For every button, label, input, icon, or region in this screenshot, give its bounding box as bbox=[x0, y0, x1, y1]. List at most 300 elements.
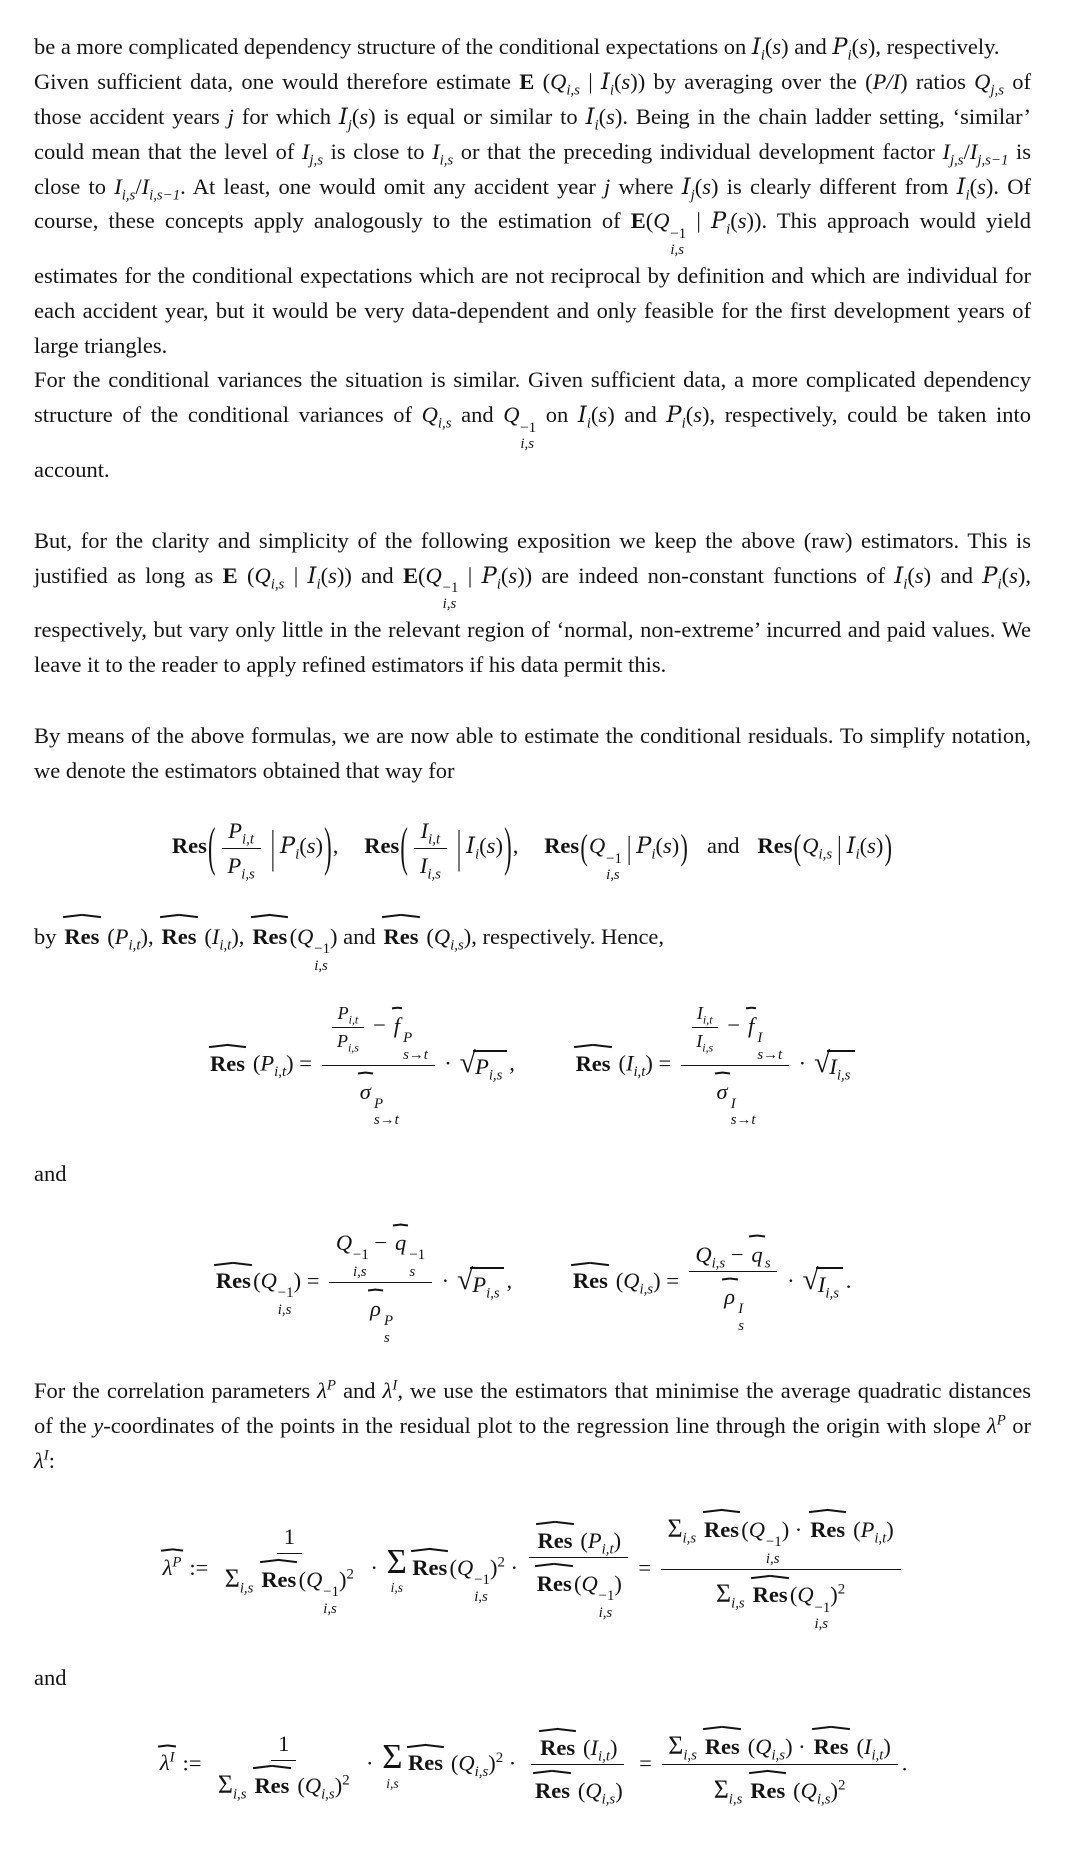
math-var: i,t bbox=[274, 1064, 287, 1081]
math-superscript: −1 bbox=[606, 850, 622, 867]
math-widehat bbox=[381, 912, 421, 955]
math-supsub-stack bbox=[766, 1534, 782, 1567]
math-var: i,t bbox=[128, 937, 141, 954]
math-script-letter: P bbox=[832, 34, 848, 60]
math-var: s bbox=[764, 1255, 771, 1272]
math-var: i,s bbox=[390, 1580, 403, 1596]
math-var: j,s−1 bbox=[977, 152, 1009, 169]
math-var: i,t bbox=[428, 831, 441, 848]
math-subscript bbox=[599, 1605, 613, 1622]
math-var: Q bbox=[623, 1268, 640, 1294]
paragraph-given-sufficient-data: Given sufficient data, one would therefore estimate E ($Q_{i,s}$ | $I_i(s)$) by averaging over the (P/I) ratios $Q_{j,s}$ of those accident years j for which $I_j(s)$ is equal or similar to $I_i(s)$. Being in the chain ladder setting, ‘similar’ could mean that the level of $I_{j,s}$ is close to $I_{i,s}$ or that the preceding individual development factor $I_{j,s}/I_{j,s-1}$ is close to $I_{i,s}/I_{i,s-1}$. At least, one would omit any accident year j where $I_j(s)$ is clearly different from $I_i(s)$. Of course, these concepts apply analogously to the estimation of E(Q −1 i,s | $P_i(s)$). This approach would yield estimates for the conditional expectations which are not reciprocal by definition and which are individual for each accident year, but it would be very data-dependent and only feasible for the first development years of large triangles. bbox=[34, 68, 1032, 358]
math-supsub-stack bbox=[738, 1301, 744, 1334]
math-var: i,s bbox=[670, 242, 685, 259]
math-script-letter: I bbox=[751, 34, 761, 60]
math-var: i,s bbox=[314, 957, 328, 974]
math-supsub-stack bbox=[606, 851, 622, 884]
math-bold: Res bbox=[575, 1050, 611, 1076]
sum-limits bbox=[683, 1747, 697, 1763]
math-var: i bbox=[496, 576, 501, 593]
math-var: i,s bbox=[818, 846, 833, 863]
sum-limits bbox=[683, 1530, 697, 1546]
math-widehat bbox=[534, 1561, 574, 1598]
math-subscript bbox=[874, 1530, 886, 1546]
math-var: s bbox=[730, 1112, 737, 1129]
paragraph-keep-raw-estimators: But, for the clarity and simplicity of the following exposition we keep the above (raw) estimators. This is justified as long as E ($Q_{i,s}$ | $I_i(s)$) and E(Q −1 i,s | $P_i(s)$) are indeed non-constant functions of $I_i(s)$ and $P_i(s)$, respectively, but vary only little in the relevant region of ‘normal, non-extreme’ incurred and paid values. We leave it to the reader to apply refined estimators if his data permit this. bbox=[34, 527, 1031, 677]
math-widehat bbox=[808, 1507, 848, 1544]
math-var: s bbox=[693, 402, 702, 428]
math-var: s bbox=[306, 833, 316, 859]
math-bold: Res bbox=[704, 1733, 740, 1759]
math-conditional-bar: | bbox=[626, 829, 632, 865]
math-supsub-stack bbox=[323, 1584, 339, 1617]
math-var: Q bbox=[425, 562, 442, 588]
math-var: j bbox=[227, 103, 234, 129]
math-subscript bbox=[848, 48, 852, 64]
math-var: P bbox=[260, 1050, 275, 1076]
math-var: s bbox=[409, 1263, 416, 1280]
math-subscript bbox=[819, 847, 833, 863]
math-widehat bbox=[749, 1232, 765, 1269]
math-numerator bbox=[692, 1002, 718, 1028]
math-subscript bbox=[855, 847, 859, 863]
math-subscript bbox=[602, 1542, 614, 1558]
math-var: σ bbox=[359, 1078, 371, 1104]
math-paren: ) bbox=[324, 816, 332, 877]
math-var: s bbox=[403, 1046, 409, 1063]
math-subscript bbox=[309, 152, 323, 168]
math-var: s bbox=[737, 208, 747, 234]
math-var: i,s bbox=[520, 436, 534, 453]
math-var: σ bbox=[716, 1078, 728, 1104]
math-var: i bbox=[609, 82, 614, 99]
math-var: j bbox=[690, 187, 695, 203]
math-bold: Res bbox=[813, 1733, 849, 1759]
math-var: i,t bbox=[219, 937, 232, 954]
math-var: i bbox=[726, 221, 731, 238]
math-var: Q bbox=[974, 68, 991, 94]
math-subscript bbox=[871, 1747, 883, 1763]
math-var: s bbox=[757, 1046, 764, 1063]
math-var: Q bbox=[335, 1230, 353, 1256]
math-subscript bbox=[726, 222, 730, 238]
math-bold: Res bbox=[540, 1735, 576, 1761]
math-fraction bbox=[528, 1518, 629, 1621]
equation-residual-notation: Res( $\frac{P_{i,t}}{P_{i,s}}$ | $P_i(s)$), Res( $\frac{I_{i,t}}{I_{i,s}}$ | $I_i(s)$), Res(Q −1 i,s | $P_i(s)$) and $Res(Q_{i,s}$ | $I_i(s)$) bbox=[34, 816, 1031, 883]
math-superscript bbox=[44, 1447, 49, 1463]
math-var: i,s bbox=[232, 1786, 247, 1803]
math-bold: E bbox=[519, 68, 535, 94]
math-numerator: Res $(P_{i,t})$ bbox=[529, 1518, 628, 1558]
math-var: i,t bbox=[242, 831, 254, 848]
math-var: Q bbox=[304, 1772, 322, 1798]
math-subscript bbox=[384, 1330, 390, 1347]
math-numerator: $\frac{I_{i,t}}{I_{i,s}}$ − f I s→t bbox=[681, 1002, 789, 1066]
math-subscript bbox=[489, 1068, 503, 1084]
math-var: i,s bbox=[486, 1285, 500, 1302]
math-subscript bbox=[602, 1791, 616, 1807]
math-var: i,s bbox=[439, 152, 454, 169]
math-var: i bbox=[997, 576, 1002, 593]
math-var: i,s bbox=[601, 1791, 616, 1808]
math-var: s bbox=[486, 833, 496, 859]
math-var: i,s bbox=[566, 82, 580, 99]
math-subscript bbox=[598, 1749, 610, 1765]
math-superscript: −1 bbox=[474, 1572, 490, 1589]
radical-sign: √ bbox=[456, 1264, 473, 1297]
math-subscript bbox=[702, 1041, 713, 1055]
math-widehat bbox=[748, 1768, 788, 1805]
math-var: i bbox=[681, 415, 686, 432]
math-subscript bbox=[966, 187, 970, 203]
math-var: i,s bbox=[348, 1040, 359, 1055]
math-subscript bbox=[766, 1551, 780, 1568]
math-bold: Res bbox=[536, 1570, 572, 1596]
math-supsub-stack bbox=[353, 1247, 369, 1280]
math-paren: ( bbox=[793, 827, 802, 868]
math-numerator: Q −1 i,s − q −1 s bbox=[329, 1220, 432, 1283]
math-denominator: $\Sigma_{i,s}$ Res $(Q_{i,s})^2$ bbox=[707, 1765, 852, 1806]
math-superscript: −1 bbox=[277, 1285, 294, 1302]
math-bold: Res bbox=[544, 833, 580, 859]
math-subscript bbox=[903, 576, 907, 592]
math-subscript bbox=[321, 1786, 335, 1802]
math-script-letter: I bbox=[846, 833, 856, 860]
math-subscript bbox=[278, 1302, 292, 1319]
math-denominator bbox=[413, 849, 448, 881]
math-superscript bbox=[384, 1313, 393, 1330]
vertical-gap bbox=[34, 488, 1031, 524]
math-subscript bbox=[295, 847, 299, 863]
math-var: i,s bbox=[427, 866, 441, 883]
math-denominator bbox=[691, 1028, 719, 1053]
math-var: i,t bbox=[874, 1530, 887, 1547]
math-var: ρ bbox=[724, 1284, 736, 1310]
math-bold: E bbox=[630, 208, 646, 234]
math-var: Q bbox=[755, 1733, 772, 1759]
math-var: i,s bbox=[488, 1067, 503, 1084]
math-var: t bbox=[778, 1046, 783, 1063]
math-var: P bbox=[172, 1554, 182, 1571]
math-subscript bbox=[639, 1282, 653, 1298]
sum-limits bbox=[729, 1791, 743, 1807]
math-bold: Res bbox=[412, 1554, 448, 1580]
math-supsub-stack bbox=[670, 226, 686, 259]
math-var: t bbox=[751, 1112, 756, 1129]
math-var: Q bbox=[585, 1777, 602, 1803]
math-bold: Res bbox=[261, 1566, 297, 1592]
math-conditional-bar: | bbox=[456, 822, 462, 873]
math-var: P bbox=[337, 1003, 349, 1024]
math-script-letter: P bbox=[280, 833, 296, 860]
math-superscript bbox=[997, 1413, 1006, 1429]
math-superscript bbox=[392, 1378, 397, 1394]
math-supsub-stack bbox=[520, 420, 536, 453]
sum-limits bbox=[386, 1777, 398, 1791]
math-superscript: −1 bbox=[765, 1534, 782, 1551]
math-superscript bbox=[731, 1096, 736, 1113]
math-subscript bbox=[950, 152, 964, 168]
math-var: i,t bbox=[601, 1541, 614, 1558]
math-var: I bbox=[419, 852, 428, 878]
math-fraction bbox=[689, 1232, 778, 1335]
math-subscript bbox=[475, 1764, 489, 1780]
math-bold: E bbox=[222, 562, 238, 588]
math-subscript bbox=[353, 1264, 367, 1281]
math-var: I bbox=[696, 1003, 703, 1024]
paragraph-residual-shorthand: by Res $(P_{i,t})$, Res $(I_{i,t})$, Res (Q −1 i,s ) and Res $(Q_{i,s})$, respectively. Hence, bbox=[34, 912, 1031, 975]
math-widehat bbox=[410, 1546, 450, 1582]
math-var: i,t bbox=[348, 1013, 359, 1027]
math-widehat bbox=[702, 1507, 742, 1544]
math-var: I bbox=[696, 1031, 703, 1052]
math-var: j,s bbox=[949, 152, 964, 169]
math-bold: Res bbox=[757, 833, 793, 859]
math-numerator: $Q_{i,s} - q$ $_s$ bbox=[689, 1232, 778, 1272]
math-supsub-stack bbox=[278, 1285, 294, 1318]
math-subscript bbox=[761, 48, 765, 64]
math-sqrt bbox=[459, 1046, 507, 1084]
math-var: s bbox=[977, 173, 986, 199]
math-bold: Res bbox=[750, 1777, 786, 1803]
math-var: Q bbox=[588, 833, 606, 859]
math-var: P/I bbox=[872, 68, 901, 94]
math-var: s bbox=[606, 103, 615, 129]
math-sum-inline: Σ bbox=[716, 1579, 732, 1609]
math-var: I bbox=[590, 1735, 599, 1761]
math-superscript: 2 bbox=[342, 1772, 350, 1789]
math-subscript bbox=[771, 1747, 785, 1763]
math-numerator: $\Sigma_{i,s}$ Res $(Q_{i,s})$ · Res $(I_{i,t})$ bbox=[662, 1724, 898, 1766]
math-var: s bbox=[859, 34, 868, 59]
math-subscript bbox=[348, 117, 352, 133]
math-widehat bbox=[159, 912, 199, 955]
math-var: I bbox=[730, 1095, 736, 1112]
radicand bbox=[827, 1050, 855, 1082]
math-subscript bbox=[990, 82, 1004, 98]
math-bold: Res bbox=[572, 1268, 608, 1294]
math-subscript bbox=[323, 1601, 337, 1618]
math-bold: Res bbox=[810, 1516, 846, 1542]
math-superscript: 2 bbox=[497, 1554, 505, 1571]
equation-res-qinv-and-res-q: Res (Q −1 i,s ) = Q −1 i,s − q −1 s ρ P s · √ $P_{i,s}$ , Res $(Q_{i,s})$ = $Q_{i,s} - q$ $_s$ ρ I s · √ $I_{i,s}$ . bbox=[34, 1220, 1031, 1346]
math-var: s bbox=[914, 562, 924, 588]
connector-and-1: and bbox=[34, 1161, 67, 1187]
math-subscript bbox=[703, 1013, 713, 1027]
math-subscript bbox=[814, 1616, 828, 1633]
math-subscript bbox=[219, 937, 231, 953]
math-subscript bbox=[651, 847, 655, 863]
math-var: λ bbox=[159, 1750, 170, 1776]
math-conditional-bar: | bbox=[270, 822, 276, 873]
math-var: Q bbox=[421, 402, 438, 428]
math-subscript bbox=[474, 1589, 488, 1606]
math-subscript bbox=[241, 866, 255, 882]
math-superscript: 2 bbox=[838, 1777, 846, 1794]
math-subscript bbox=[348, 1041, 359, 1055]
math-subscript bbox=[427, 866, 441, 882]
math-numerator bbox=[222, 816, 261, 848]
math-var: i,s bbox=[639, 1281, 654, 1298]
math-var: Q bbox=[297, 923, 314, 949]
math-var: Q bbox=[797, 1582, 814, 1608]
math-fraction bbox=[211, 1729, 356, 1802]
math-widehat bbox=[368, 1286, 383, 1323]
math-subscript bbox=[438, 416, 452, 432]
math-numerator bbox=[414, 816, 447, 848]
math-script-letter: P bbox=[481, 562, 497, 589]
math-var: i,s bbox=[239, 1580, 254, 1597]
math-script-letter: P bbox=[666, 402, 682, 429]
math-superscript: −1 bbox=[442, 579, 459, 596]
math-var: Q bbox=[433, 923, 451, 949]
equation-lambda-p: $\lambda^P$ := 1 $\Sigma_{i,s}$ Res (Q −1 i,s )$^2$ · Σ i,s Res (Q −1 i,s )$^2$ · Res $(P_{i,t})$ Res (Q −1 i,s ) = $\Sigma_{i,s}$ Res (Q −1 i,s ) · Res $(P_{i,t})$ $\Sigma_{i,s}$ Res (Q −1 i,s )$^2$ bbox=[34, 1507, 1031, 1633]
math-widehat bbox=[535, 1518, 575, 1555]
math-numerator: 1 bbox=[277, 1522, 302, 1554]
math-subscript bbox=[497, 576, 501, 592]
math-superscript: −1 bbox=[323, 1583, 339, 1600]
math-subscript bbox=[595, 117, 599, 133]
math-var: j bbox=[604, 173, 611, 199]
math-supsub-stack bbox=[814, 1600, 830, 1633]
math-var: λ bbox=[986, 1413, 997, 1438]
math-var: I bbox=[942, 138, 950, 164]
math-subscript bbox=[738, 1318, 744, 1335]
math-var: i bbox=[847, 47, 852, 64]
math-var: i,s bbox=[321, 1786, 335, 1803]
math-denominator bbox=[715, 1272, 750, 1335]
paragraph-correlation-parameters: For the correlation parameters $\lambda^P$ and $\lambda^I$, we use the estimators that minimise the average quadratic distances of the y-coordinates of the points in the residual plot to the regression line through the origin with slope $\lambda^P$ or $\lambda^I$: bbox=[34, 1377, 1032, 1473]
math-var: i,s bbox=[474, 1763, 489, 1780]
math-var: i,s bbox=[765, 1550, 780, 1567]
math-var: i,s bbox=[814, 1616, 829, 1633]
math-numerator: Res $(I_{i,t})$ bbox=[531, 1725, 624, 1765]
math-script-letter: I bbox=[600, 68, 610, 95]
math-sqrt bbox=[802, 1264, 843, 1302]
math-var: s bbox=[738, 1317, 744, 1334]
math-sum-display bbox=[386, 1541, 407, 1596]
math-subscript bbox=[149, 187, 180, 203]
math-var: I bbox=[817, 1271, 826, 1297]
radicand bbox=[470, 1267, 504, 1302]
math-var: Q bbox=[748, 1516, 765, 1542]
math-var: s bbox=[374, 1112, 380, 1129]
radicand bbox=[816, 1267, 844, 1302]
math-subscript bbox=[765, 1255, 771, 1271]
math-var: λ bbox=[34, 1447, 44, 1473]
math-fraction bbox=[691, 1002, 719, 1053]
math-var: s bbox=[621, 68, 631, 94]
math-subscript bbox=[122, 187, 136, 203]
math-var: i bbox=[316, 576, 321, 593]
math-widehat bbox=[573, 1042, 613, 1078]
math-subscript bbox=[566, 82, 580, 98]
math-var: s bbox=[598, 402, 608, 428]
math-var: i,s bbox=[241, 866, 255, 883]
math-widehat bbox=[391, 1003, 402, 1040]
math-bold: Res bbox=[252, 923, 288, 949]
math-fraction bbox=[332, 1002, 365, 1053]
math-var: P bbox=[228, 818, 243, 844]
math-bold: Res bbox=[364, 833, 400, 859]
math-script-letter: I bbox=[585, 103, 595, 130]
math-var: i,s bbox=[437, 415, 452, 432]
math-subscript bbox=[316, 576, 320, 592]
math-bold: Res bbox=[704, 1516, 739, 1542]
math-var: i,s bbox=[386, 1775, 399, 1791]
math-script-letter: I bbox=[681, 173, 691, 200]
math-script-letter: P bbox=[982, 562, 998, 589]
math-widehat bbox=[533, 1768, 573, 1805]
math-superscript: 2 bbox=[837, 1581, 846, 1598]
math-superscript: −1 bbox=[598, 1588, 615, 1605]
math-var: i,s bbox=[450, 937, 464, 954]
math-widehat bbox=[252, 1763, 292, 1800]
math-var: q bbox=[394, 1230, 407, 1256]
math-var: P bbox=[996, 1412, 1006, 1429]
math-widehat bbox=[746, 1003, 757, 1040]
math-var: Q bbox=[260, 1268, 277, 1294]
math-var: Q bbox=[306, 1566, 323, 1592]
math-var: P bbox=[374, 1095, 384, 1112]
math-subscript bbox=[825, 1285, 839, 1301]
math-widehat bbox=[358, 1069, 374, 1106]
paragraph-dependency-structure: be a more complicated dependency structure of the conditional expectations on $I_i(s)$ and $P_i(s)$, respectively. bbox=[34, 34, 1000, 64]
math-var: P bbox=[326, 1377, 336, 1394]
math-fraction bbox=[322, 1002, 435, 1129]
sum-limits bbox=[391, 1581, 403, 1595]
math-subscript bbox=[817, 1791, 831, 1807]
math-supsub-stack bbox=[731, 1096, 756, 1129]
math-widehat bbox=[750, 1572, 790, 1609]
sum-limits bbox=[731, 1596, 745, 1612]
math-superscript: −1 bbox=[670, 225, 687, 242]
math-paren: ( bbox=[580, 827, 588, 868]
math-script-letter: I bbox=[338, 103, 348, 130]
math-var: s bbox=[359, 103, 369, 129]
math-supsub-stack bbox=[474, 1572, 490, 1605]
math-var: i,s bbox=[121, 187, 136, 203]
math-var: i,s bbox=[731, 1595, 745, 1612]
math-subscript bbox=[997, 576, 1001, 592]
math-subscript bbox=[837, 1068, 851, 1084]
math-widehat bbox=[811, 1724, 851, 1761]
math-widehat bbox=[160, 1546, 183, 1582]
math-var: t bbox=[423, 1046, 428, 1063]
math-var: j,s bbox=[309, 152, 324, 169]
math-denominator bbox=[361, 1283, 400, 1346]
math-subscript bbox=[712, 1255, 726, 1271]
math-widehat bbox=[571, 1259, 611, 1295]
math-superscript: 2 bbox=[495, 1749, 504, 1766]
math-bold: Res bbox=[534, 1777, 570, 1803]
math-var: i,s bbox=[277, 1302, 292, 1319]
math-paren: ) bbox=[504, 816, 512, 877]
math-var: s bbox=[867, 833, 876, 859]
math-var: i,t bbox=[702, 1013, 713, 1027]
math-var: i bbox=[295, 846, 300, 863]
math-widehat bbox=[214, 1259, 254, 1295]
math-var: P bbox=[860, 1516, 875, 1542]
math-var: I bbox=[211, 923, 220, 949]
math-var: Q bbox=[457, 1554, 474, 1580]
math-var: Q bbox=[458, 1750, 475, 1776]
math-fraction bbox=[221, 816, 262, 883]
math-superscript: −1 bbox=[314, 941, 330, 958]
math-var: f bbox=[747, 1013, 755, 1039]
math-var: P bbox=[475, 1054, 489, 1080]
math-var: Q bbox=[503, 402, 520, 428]
